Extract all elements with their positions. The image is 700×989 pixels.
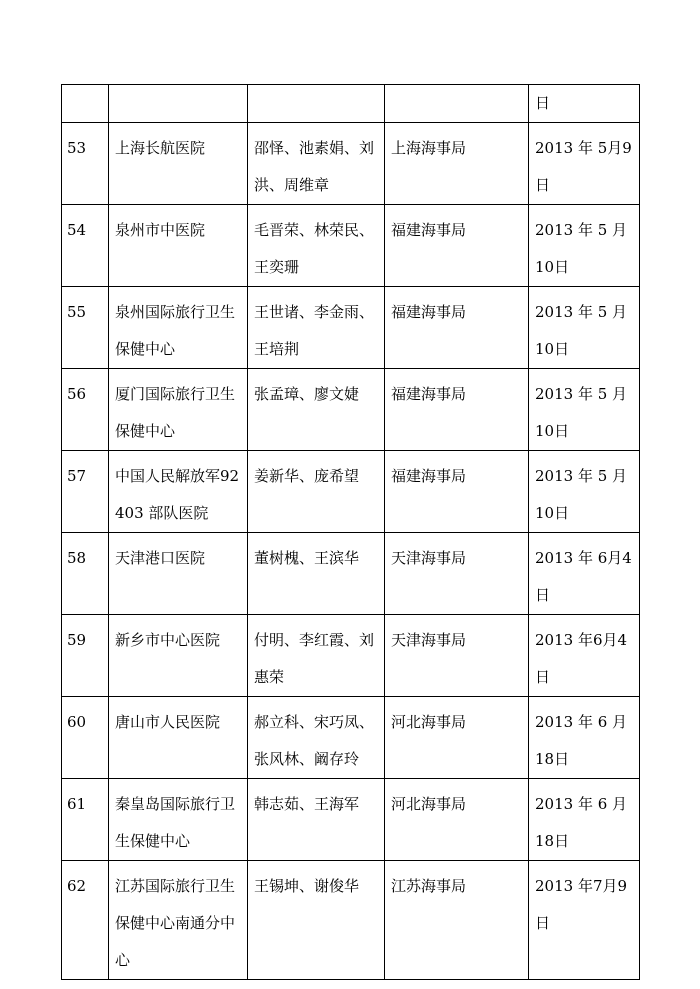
cell-number: 62 [62, 861, 109, 980]
cell-date: 2013 年7月9日 [529, 861, 640, 980]
cell-number: 59 [62, 615, 109, 697]
table-body [62, 85, 640, 980]
cell-personnel: 邵怿、池素娟、刘洪、周维章 [248, 123, 385, 205]
table-row [62, 123, 640, 205]
cell-hospital: 上海长航医院 [109, 123, 248, 205]
cell-date: 2013 年 6月4日 [529, 533, 640, 615]
cell-number [62, 85, 109, 123]
cell-date: 日 [529, 85, 640, 123]
cell-hospital: 秦皇岛国际旅行卫生保健中心 [109, 779, 248, 861]
table-row [62, 451, 640, 533]
cell-number: 56 [62, 369, 109, 451]
table-row [62, 205, 640, 287]
cell-hospital: 厦门国际旅行卫生保健中心 [109, 369, 248, 451]
cell-personnel: 张孟璋、廖文婕 [248, 369, 385, 451]
cell-bureau: 河北海事局 [385, 697, 529, 779]
cell-bureau: 福建海事局 [385, 287, 529, 369]
table-row [62, 697, 640, 779]
table-row [62, 861, 640, 980]
cell-date: 2013 年 5 月10日 [529, 451, 640, 533]
cell-personnel: 毛晋荣、林荣民、王奕珊 [248, 205, 385, 287]
cell-bureau: 天津海事局 [385, 615, 529, 697]
cell-personnel: 郝立科、宋巧凤、张风林、阚存玲 [248, 697, 385, 779]
table-row [62, 533, 640, 615]
hospital-list-table [61, 84, 640, 980]
table-row [62, 287, 640, 369]
cell-date: 2013 年6月4日 [529, 615, 640, 697]
cell-personnel: 王锡坤、谢俊华 [248, 861, 385, 980]
cell-bureau [385, 85, 529, 123]
cell-number: 60 [62, 697, 109, 779]
cell-personnel: 董树槐、王滨华 [248, 533, 385, 615]
cell-personnel: 姜新华、庞希望 [248, 451, 385, 533]
cell-number: 57 [62, 451, 109, 533]
cell-date: 2013 年 5 月10日 [529, 287, 640, 369]
cell-hospital [109, 85, 248, 123]
cell-date: 2013 年 5 月10日 [529, 369, 640, 451]
cell-personnel: 付明、李红霞、刘惠荣 [248, 615, 385, 697]
cell-date: 2013 年 6 月18日 [529, 697, 640, 779]
cell-bureau: 天津海事局 [385, 533, 529, 615]
table-row [62, 779, 640, 861]
cell-hospital: 天津港口医院 [109, 533, 248, 615]
cell-date: 2013 年 5月9日 [529, 123, 640, 205]
cell-hospital: 唐山市人民医院 [109, 697, 248, 779]
cell-bureau: 河北海事局 [385, 779, 529, 861]
cell-date: 2013 年 6 月18日 [529, 779, 640, 861]
cell-bureau: 江苏海事局 [385, 861, 529, 980]
cell-number: 53 [62, 123, 109, 205]
cell-bureau: 福建海事局 [385, 205, 529, 287]
cell-number: 61 [62, 779, 109, 861]
cell-bureau: 上海海事局 [385, 123, 529, 205]
table-row [62, 85, 640, 123]
cell-number: 58 [62, 533, 109, 615]
cell-bureau: 福建海事局 [385, 451, 529, 533]
cell-hospital: 江苏国际旅行卫生保健中心南通分中心 [109, 861, 248, 980]
cell-hospital: 新乡市中心医院 [109, 615, 248, 697]
cell-date: 2013 年 5 月10日 [529, 205, 640, 287]
cell-number: 55 [62, 287, 109, 369]
cell-personnel: 王世诸、李金雨、王培荆 [248, 287, 385, 369]
table-row [62, 615, 640, 697]
cell-hospital: 中国人民解放军92403 部队医院 [109, 451, 248, 533]
cell-number: 54 [62, 205, 109, 287]
cell-personnel: 韩志茹、王海军 [248, 779, 385, 861]
cell-hospital: 泉州国际旅行卫生保健中心 [109, 287, 248, 369]
cell-personnel [248, 85, 385, 123]
table-row [62, 369, 640, 451]
cell-hospital: 泉州市中医院 [109, 205, 248, 287]
cell-bureau: 福建海事局 [385, 369, 529, 451]
